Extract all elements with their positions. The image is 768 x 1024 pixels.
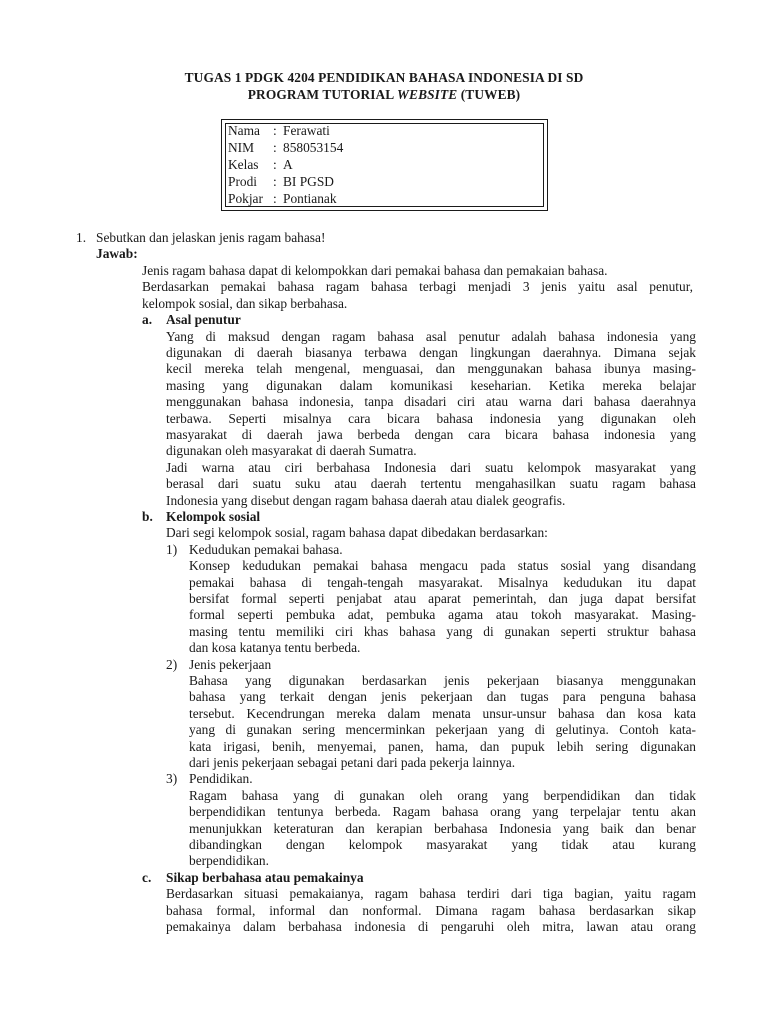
paragraph-line: digunakan di daerah biasanya terbawa dengan lingkungan daerahnya. Dimana sejak [166, 345, 696, 360]
paragraph-line: pemakai bahasa di tengah-tengah masyarakat. Misalnya kedudukan itu dapat [189, 574, 696, 590]
paragraph-line: Ragam bahasa yang di gunakan oleh orang yang berpendidikan dan tidak [189, 787, 696, 803]
paragraph-line: terbawa. Seperti misalnya cara bicara bahasa indonesia yang digunakan oleh [166, 410, 696, 426]
paragraph-line: dibandingkan dengan kelompok masyarakat yang tidak atau kurang [189, 837, 696, 852]
subtitle-italic: WEBSITE [397, 87, 458, 102]
paragraph-line: kecil mereka telah mengenal, menguasai, dan menggunakan bahasa ibunya masing- [166, 361, 696, 377]
paragraph-line: masing yang digunakan dalam komunikasi keseharian. Ketika mereka belajar [166, 377, 696, 393]
paragraph-line: kata irigasi, benih, menyemai, panen, hama, dan pupuk lebih sering digunakan [189, 738, 696, 754]
section-b-item-2-marker: 2) [166, 656, 178, 672]
paragraph-line: pemakainya dalam berbahasa indonesia di pengaruhi oleh mitra, lawan atau orang [166, 919, 696, 934]
identity-label: NIM [228, 140, 255, 155]
paragraph-line: bahasa formal, informal dan nonformal. Dimana ragam bahasa berdasarkan sikap [166, 902, 696, 918]
paragraph-line: masing tentu memiliki ciri khas bahasa yang di gunakan seperti struktur bahasa [189, 623, 696, 639]
paragraph-line: formal seperti pembuka adat, pembuka agama atau tokoh masyarakat. Masing- [189, 607, 696, 623]
identity-box [221, 119, 548, 211]
subtitle-pre: PROGRAM TUTORIAL [247, 87, 398, 102]
paragraph-line: Jadi warna atau ciri berbahasa Indonesia dari suatu kelompok masyarakat yang [166, 459, 696, 475]
paragraph-line: Berdasarkan pemakai bahasa ragam bahasa terbagi menjadi 3 jenis yaitu asal penutur, [142, 279, 693, 295]
section-b-item-3-marker: 3) [166, 771, 178, 787]
identity-separator: : [273, 140, 277, 155]
identity-value: 858053154 [283, 140, 344, 155]
paragraph-line: menggunakan bahasa indonesia, tanpa disadari ciri atau warna dari bahasa daerahnya [166, 394, 696, 410]
identity-label: Prodi [228, 174, 258, 189]
identity-separator: : [273, 123, 277, 138]
paragraph-line: berasal dari suatu suku atau daerah tertentu mengahasilkan suatu ragam bahasa [166, 476, 696, 492]
paragraph-line: Konsep kedudukan pemakai bahasa mengacu pada status sosial yang disandang [189, 558, 696, 574]
paragraph-line: masyarakat di daerah jawa berbeda dengan cara bicara bahasa indonesia yang [166, 427, 696, 442]
identity-separator: : [273, 191, 277, 206]
subtitle-post: (TUWEB) [457, 87, 521, 102]
section-b-item-1-marker: 1) [166, 541, 178, 557]
identity-separator: : [273, 174, 277, 189]
section-a-title: Asal penutur [166, 312, 241, 328]
identity-value: BI PGSD [283, 174, 334, 189]
paragraph-line: Jenis ragam bahasa dapat di kelompokkan dari pemakai bahasa dan pemakaian bahasa. [142, 263, 608, 278]
paragraph-line: kelompok sosial, dan sikap berbahasa. [142, 295, 348, 311]
section-b-intro: Dari segi kelompok sosial, ragam bahasa dapat dibedakan berdasarkan: [166, 525, 548, 541]
answer-label: Jawab: [96, 246, 138, 261]
paragraph-line: berpendidikan. [189, 853, 269, 869]
question-number: 1. [76, 230, 87, 245]
paragraph-line: yang di gunakan sering mencerminkan pekerjaan yang di gelutinya. Contoh kata- [189, 722, 696, 738]
section-b-marker: b. [142, 509, 153, 524]
identity-value: Pontianak [283, 191, 337, 206]
paragraph-line: tersebut. Kecendrungan mereka dalam menata unsur-unsur bahasa dan kosa kata [189, 705, 696, 721]
identity-label: Pokjar [228, 191, 263, 206]
section-b-title: Kelompok sosial [166, 509, 261, 524]
identity-value: Ferawati [283, 123, 330, 138]
section-c-marker: c. [142, 869, 152, 885]
identity-label: Kelas [228, 157, 259, 172]
question-text: Sebutkan dan jelaskan jenis ragam bahasa! [96, 230, 326, 245]
paragraph-line: Indonesia yang disebut dengan ragam bahasa daerah atau dialek geografis. [166, 492, 566, 508]
section-b-item-3-title: Pendidikan. [189, 771, 253, 787]
paragraph-line: Yang di maksud dengan ragam bahasa asal penutur adalah bahasa indonesia yang [166, 328, 696, 344]
paragraph-line: digunakan oleh masyarakat di daerah Sumatra. [166, 443, 417, 459]
paragraph-line: bersifat formal seperti penjabat atau aparat pemerintah, dan juga dapat bersifat [189, 591, 696, 606]
section-b-item-1-title: Kedudukan pemakai bahasa. [189, 541, 343, 557]
paragraph-line: menunjukkan keteraturan dan kerapian berbahasa Indonesia yang baik dan benar [189, 820, 696, 836]
section-a-marker: a. [142, 312, 153, 328]
identity-label: Nama [228, 123, 260, 138]
paragraph-line: Berdasarkan situasi pemakaianya, ragam bahasa terdiri dari tiga bagian, yaitu ragam [166, 886, 696, 902]
section-c-title: Sikap berbahasa atau pemakainya [166, 869, 364, 885]
document-title: TUGAS 1 PDGK 4204 PENDIDIKAN BAHASA INDONESIA DI SD [184, 70, 584, 85]
paragraph-line: bahasa yang terkait dengan jenis pekerjaan dan tugas para penguna bahasa [189, 689, 696, 705]
identity-separator: : [273, 157, 277, 172]
paragraph-line: berpendidikan tentunya berbeda. Ragam bahasa orang yang terpelajar tentu akan [189, 804, 696, 820]
section-b-item-2-title: Jenis pekerjaan [189, 656, 272, 672]
paragraph-line: Bahasa yang digunakan berdasarkan jenis pekerjaan biasanya menggunakan [189, 673, 696, 688]
paragraph-line: dan kosa katanya tentu berbeda. [189, 640, 361, 656]
document-subtitle [0, 87, 768, 103]
identity-value: A [283, 157, 293, 172]
paragraph-line: dari jenis pekerjaan sebagai petani dari pada pekerja lainnya. [189, 755, 516, 770]
